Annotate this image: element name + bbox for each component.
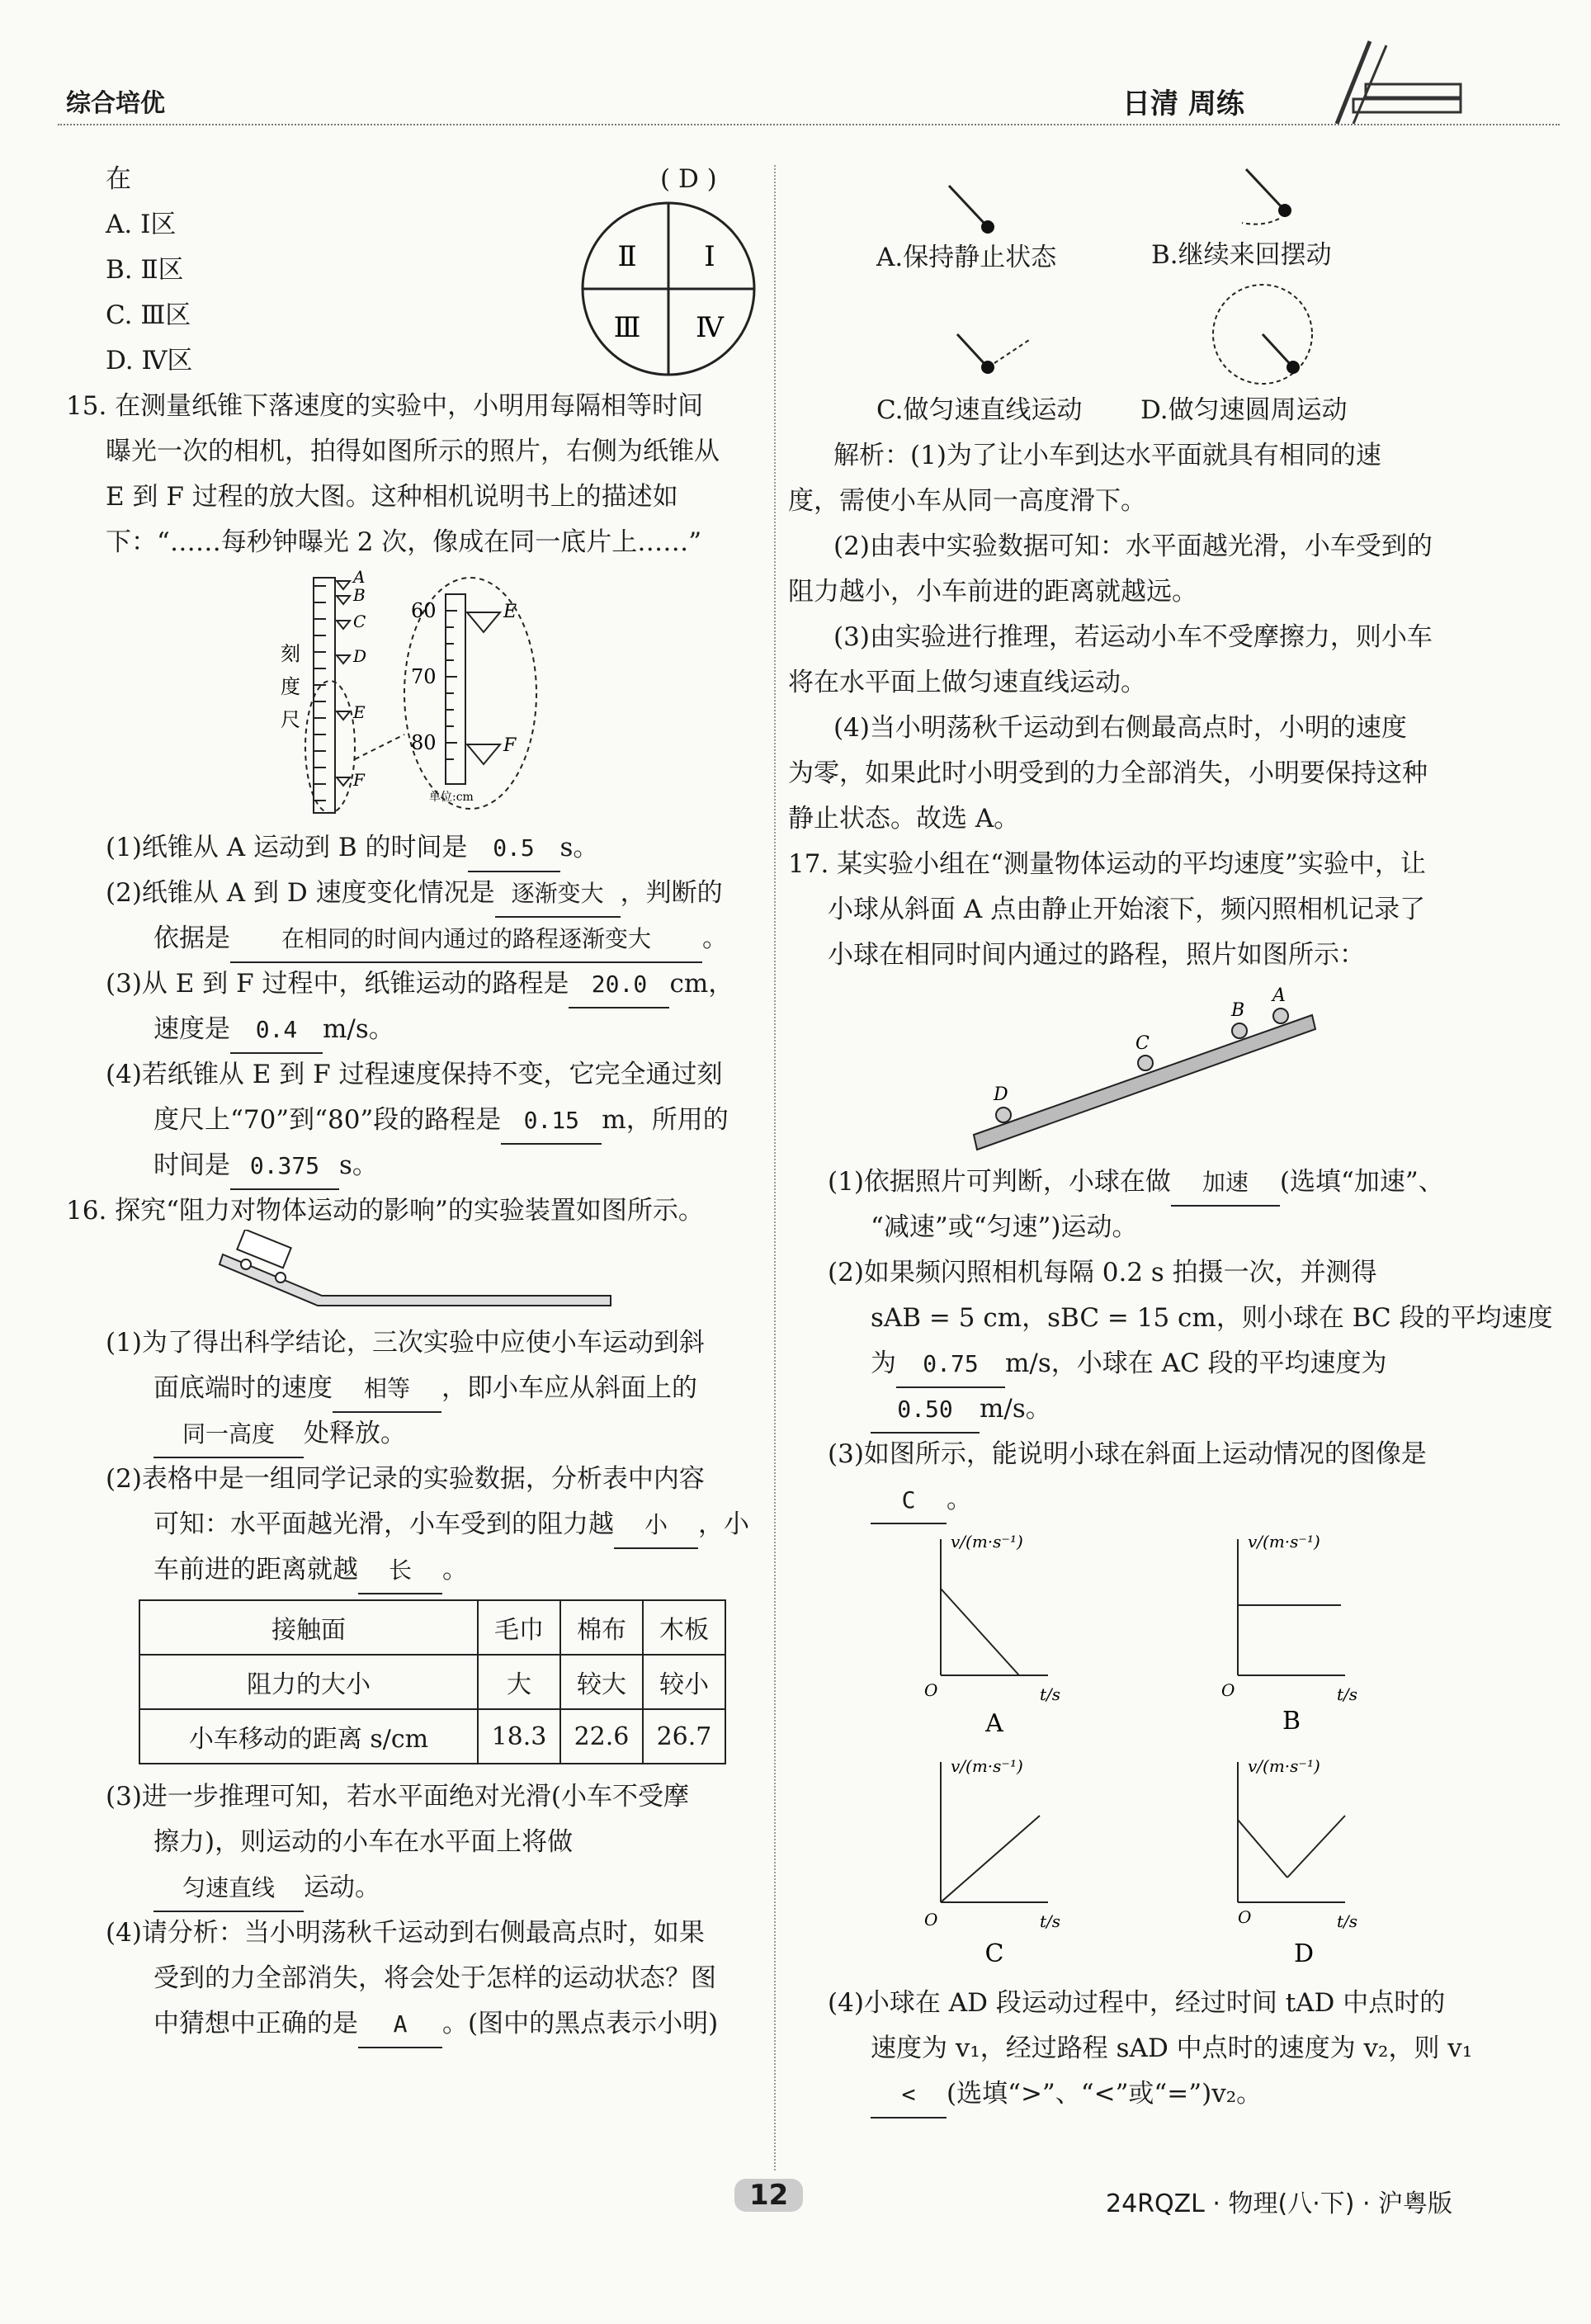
- swing-choice-a: A.保持静止状态: [876, 243, 1057, 272]
- ball-b-label: B: [1231, 1000, 1245, 1021]
- q17-part4-answer: <: [871, 2072, 947, 2119]
- analysis-line-8: 为零，如果此时小明受到的力全部消失，小明要保持这种: [788, 758, 1428, 788]
- q16-part3b: 擦力)，则运动的小车在水平面上将做: [153, 1827, 574, 1857]
- q15-line-1: 15. 在测量纸锥下落速度的实验中，小明用每隔相等时间: [66, 391, 704, 421]
- table-cell: 棉布: [560, 1600, 643, 1655]
- q16-part3-answer: 匀速直线: [153, 1866, 304, 1912]
- quadrant-1-label: Ⅰ: [704, 240, 715, 273]
- q17-part1a: (1)依据照片可判断，小球在做 加速 (选填“加速”、: [828, 1160, 1444, 1207]
- book-pen-icon: [1320, 33, 1469, 124]
- swing-choice-c: C.做匀速直线运动: [876, 395, 1083, 425]
- table-cell: 22.6: [560, 1709, 643, 1764]
- graph-c-ylabel: v/(m·s⁻¹): [951, 1756, 1023, 1776]
- q15-part4a: (4)若纸锥从 E 到 F 过程速度保持不变，它完全通过刻: [106, 1060, 723, 1089]
- table-cell: 26.7: [643, 1709, 725, 1764]
- zoom-tick-60: 60: [411, 599, 437, 622]
- q14-option-d: D. Ⅳ区: [106, 346, 193, 376]
- analysis-line-1: 解析：(1)为了让小车到达水平面就具有相同的速: [833, 441, 1381, 470]
- ruler-label-3: 尺: [281, 708, 300, 731]
- q16-part2-distance-answer: 长: [358, 1548, 442, 1594]
- q16-part1b: 面底端时的速度 相等 ，即小车应从斜面上的: [153, 1366, 697, 1413]
- graph-b-name: B: [1282, 1707, 1301, 1736]
- header-rule: [58, 124, 1560, 125]
- q16-part1a: (1)为了得出科学结论，三次实验中应使小车运动到斜: [106, 1328, 705, 1358]
- table-cell: 小车移动的距离 s/cm: [139, 1709, 478, 1764]
- q16-part1-speed-answer: 相等: [333, 1367, 441, 1413]
- q15-line-2: 曝光一次的相机，拍得如图所示的照片，右侧为纸锥从: [106, 437, 720, 466]
- zoom-unit: 单位:cm: [429, 791, 474, 804]
- quadrant-2-label: Ⅱ: [617, 240, 637, 273]
- graph-d-origin: O: [1238, 1907, 1252, 1927]
- q15-part2-answer: 逐渐变大: [495, 872, 621, 918]
- q15-part4c: 时间是 0.375 s。: [153, 1143, 378, 1190]
- graph-a-name: A: [985, 1709, 1003, 1738]
- ball-incline-figure: [965, 978, 1329, 1160]
- q15-part3b: 速度是 0.4 m/s。: [153, 1007, 394, 1054]
- graph-c-origin: O: [924, 1910, 938, 1930]
- graph-a-xlabel: t/s: [1040, 1684, 1061, 1704]
- point-a-label: A: [353, 569, 366, 587]
- q16-part3c: 匀速直线 运动。: [153, 1865, 380, 1912]
- q17-part1b: “减速”或“匀速”)运动。: [871, 1212, 1138, 1242]
- zoom-f-label: F: [503, 735, 517, 756]
- footer-right: 24RQZL · 物理(八·下) · 沪粤版: [1106, 2189, 1453, 2218]
- q16-part4b: 受到的力全部消失，将会处于怎样的运动状态？图: [153, 1963, 716, 1993]
- analysis-line-2: 度，需使小车从同一高度滑下。: [788, 486, 1146, 516]
- analysis-line-7: (4)当小明荡秋千运动到右侧最高点时，小明的速度: [833, 713, 1407, 743]
- q15-part2b: 依据是 在相同的时间内通过的路程逐渐变大 。: [153, 916, 728, 963]
- q16-part2c: 车前进的距离就越 长 。: [153, 1547, 468, 1594]
- zoom-tick-80: 80: [411, 731, 437, 754]
- q17-line-3: 小球在相同时间内通过的路程，照片如图所示：: [828, 940, 1365, 970]
- q15-line-4: 下：“……每秒钟曝光 2 次，像成在同一底片上……”: [106, 527, 702, 557]
- table-cell: 18.3: [478, 1709, 560, 1764]
- q17-part3a: (3)如图所示，能说明小球在斜面上运动情况的图像是: [828, 1439, 1427, 1469]
- table-row: [139, 1709, 725, 1764]
- q17-part2c: 为 0.75 m/s，小球在 AC 段的平均速度为: [871, 1341, 1387, 1388]
- ruler-label-1: 刻: [281, 642, 300, 665]
- friction-data-table: [139, 1599, 726, 1764]
- quadrant-3-label: Ⅲ: [613, 311, 641, 344]
- graph-b-xlabel: t/s: [1337, 1684, 1358, 1704]
- q17-part4c: < (选填“>”、“<”或“=”)v₂。: [871, 2071, 1262, 2119]
- vt-graphs-bottom: [924, 1745, 1386, 1985]
- q15-part3-distance-answer: 20.0: [569, 962, 669, 1008]
- q17-line-1: 17. 某实验小组在“测量物体运动的平均速度”实验中，让: [788, 849, 1426, 879]
- quadrant-4-label: Ⅳ: [696, 311, 724, 344]
- graph-b-ylabel: v/(m·s⁻¹): [1248, 1532, 1320, 1552]
- q15-part1-answer: 0.5: [468, 826, 560, 872]
- table-cell: 阻力的大小: [139, 1655, 478, 1709]
- q15-part2-basis-answer: 在相同的时间内通过的路程逐渐变大: [230, 917, 702, 963]
- ball-a-label: A: [1272, 985, 1286, 1006]
- graph-d-xlabel: t/s: [1337, 1911, 1358, 1931]
- q16-part3a: (3)进一步推理可知，若水平面绝对光滑(小车不受摩: [106, 1782, 690, 1811]
- incline-cart-figure: [215, 1230, 627, 1312]
- q16-part1-height-answer: 同一高度: [153, 1412, 304, 1458]
- q15-part1: (1)纸锥从 A 运动到 B 的时间是 0.5 s。: [106, 825, 598, 872]
- swing-choice-b: B.继续来回摆动: [1151, 240, 1332, 270]
- table-cell: 毛巾: [478, 1600, 560, 1655]
- q16-stem: 16. 探究“阻力对物体运动的影响”的实验装置如图所示。: [66, 1196, 704, 1226]
- graph-c-name: C: [984, 1939, 1004, 1968]
- q17-part2d: 0.50 m/s。: [871, 1386, 1051, 1434]
- column-divider: [774, 165, 776, 2170]
- analysis-line-4: 阻力越小，小车前进的距离就越远。: [788, 577, 1197, 607]
- table-cell: 较小: [643, 1655, 725, 1709]
- q16-part4-answer: A: [358, 2002, 442, 2048]
- graph-d-name: D: [1293, 1939, 1315, 1968]
- swing-choice-d: D.做匀速圆周运动: [1140, 395, 1348, 425]
- q14-option-b: B. Ⅱ区: [106, 255, 184, 285]
- graph-a-ylabel: v/(m·s⁻¹): [951, 1532, 1023, 1552]
- q15-line-3: E 到 F 过程的放大图。这种相机说明书上的描述如: [106, 482, 678, 512]
- q17-part2b: sAB = 5 cm，sBC = 15 cm，则小球在 BC 段的平均速度: [871, 1303, 1553, 1333]
- q15-part4-path-answer: 0.15: [501, 1098, 602, 1145]
- point-d-label: D: [353, 646, 367, 666]
- graph-b-origin: O: [1221, 1680, 1235, 1700]
- graph-c-xlabel: t/s: [1040, 1911, 1061, 1931]
- ruler-label-2: 度: [281, 675, 300, 698]
- q17-part3-answer: C: [871, 1478, 947, 1524]
- q17-line-2: 小球从斜面 A 点由静止开始滚下，频闪照相机记录了: [828, 895, 1426, 924]
- q16-part2-resistance-answer: 小: [614, 1503, 698, 1549]
- q17-part4b: 速度为 v₁，经过路程 sAD 中点时的速度为 v₂，则 v₁: [871, 2034, 1473, 2063]
- table-cell: 较大: [560, 1655, 643, 1709]
- analysis-line-5: (3)由实验进行推理，若运动小车不受摩擦力，则小车: [833, 622, 1433, 652]
- zoom-e-label: E: [503, 602, 517, 622]
- q16-part1c: 同一高度 处释放。: [153, 1411, 406, 1458]
- paper-cone-ruler-figure: [264, 569, 545, 825]
- zoom-tick-70: 70: [411, 665, 437, 688]
- q17-part2-ac-answer: 0.50: [871, 1387, 980, 1434]
- table-cell: 大: [478, 1655, 560, 1709]
- header-left: 综合培优: [66, 89, 165, 118]
- q17-part3b: C 。: [871, 1477, 972, 1524]
- q16-part4c: 中猜想中正确的是 A 。(图中的黑点表示小明): [153, 2001, 718, 2048]
- q16-part4a: (4)请分析：当小明荡秋千运动到右侧最高点时，如果: [106, 1918, 705, 1948]
- quadrant-diagram: [578, 198, 759, 380]
- q15-part3-speed-answer: 0.4: [230, 1008, 323, 1054]
- point-b-label: B: [353, 585, 366, 605]
- analysis-line-3: (2)由表中实验数据可知：水平面越光滑，小车受到的: [833, 531, 1433, 561]
- point-f-label: F: [353, 770, 365, 790]
- table-row: [139, 1655, 725, 1709]
- graph-a-origin: O: [924, 1680, 938, 1700]
- q15-part4-time-answer: 0.375: [230, 1144, 339, 1190]
- analysis-line-9: 静止状态。故选 A。: [788, 804, 1020, 834]
- table-cell: 木板: [643, 1600, 725, 1655]
- q17-part2-bc-answer: 0.75: [896, 1342, 1005, 1388]
- q14-option-a: A. Ⅰ区: [106, 210, 177, 239]
- ball-d-label: D: [994, 1084, 1008, 1105]
- graph-d-ylabel: v/(m·s⁻¹): [1248, 1756, 1320, 1776]
- q16-part2b: 可知：水平面越光滑，小车受到的阻力越 小 ，小: [153, 1502, 749, 1549]
- page-number: 12: [734, 2179, 803, 2212]
- q14-option-c: C. Ⅲ区: [106, 300, 191, 330]
- q17-part2a: (2)如果频闪照相机每隔 0.2 s 拍摄一次，并测得: [828, 1258, 1377, 1287]
- q17-part1-answer: 加速: [1171, 1160, 1280, 1207]
- ball-c-label: C: [1135, 1033, 1150, 1054]
- q14-answer: ( D ): [660, 164, 717, 194]
- point-e-label: E: [353, 702, 366, 722]
- q15-part3a: (3)从 E 到 F 过程中，纸锥运动的路程是 20.0 cm，: [106, 961, 734, 1008]
- header-right: 日清 周练: [1122, 87, 1244, 120]
- table-row: [139, 1600, 725, 1655]
- q14-stem-tail: 在: [106, 164, 131, 194]
- point-c-label: C: [353, 612, 366, 631]
- table-cell: 接触面: [139, 1600, 478, 1655]
- q15-part4b: 度尺上“70”到“80”段的路程是 0.15 m，所用的: [153, 1098, 729, 1145]
- q16-part2a: (2)表格中是一组同学记录的实验数据，分析表中内容: [106, 1464, 705, 1494]
- q17-part4a: (4)小球在 AD 段运动过程中，经过时间 tAD 中点时的: [828, 1988, 1446, 2018]
- analysis-line-6: 将在水平面上做匀速直线运动。: [788, 668, 1146, 697]
- q15-part2a: (2)纸锥从 A 到 D 速度变化情况是 逐渐变大 ，判断的: [106, 871, 723, 918]
